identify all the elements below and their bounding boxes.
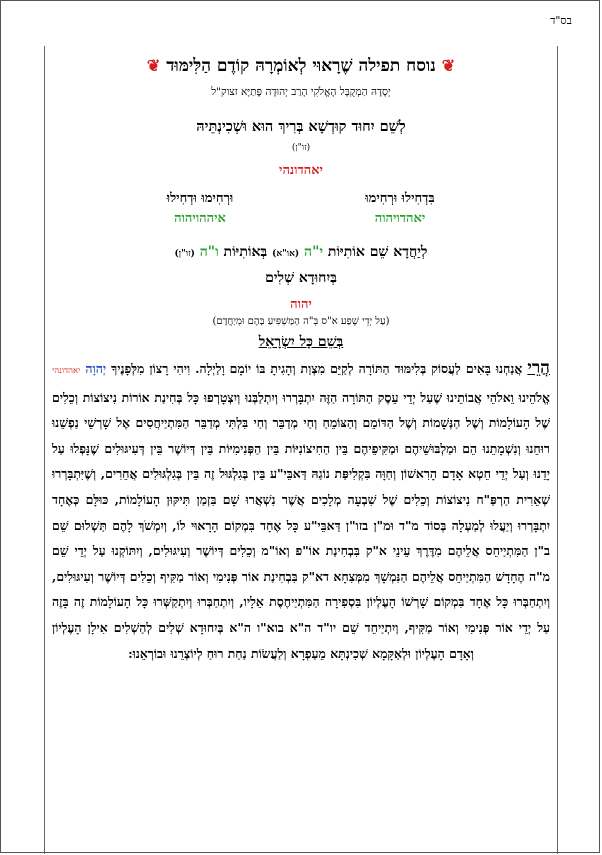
yihud-paren1: (או"א) xyxy=(272,249,300,259)
name-line: לְשֵׁם יִחוּד קוּדְשָׁא בְּרִיךְ הוּא וּשְׁכִינְתֵּיהּ xyxy=(196,118,406,135)
yihud-paren2: (זו"ן) xyxy=(174,249,195,259)
shefa-note: (עַל יְדֵי שֶׁפַע א"ס בְּ"ה הַמַּשְׁפִּיעַ בָּהֶם וּמְיַחֲדָם) xyxy=(212,316,390,327)
column-right-line1: בִּדְחִילוּ וּרְחִימוּ xyxy=(365,191,435,206)
column-right xyxy=(330,190,470,226)
column-left-line2: איההויהוה xyxy=(174,211,226,226)
inline-name-red: יאהדונהי xyxy=(52,366,81,376)
yihud-mid: בְּאוֹתִיּוֹת xyxy=(223,244,268,260)
yihud-letters2: ו"ה xyxy=(199,244,219,260)
bsd-header: בס"ד xyxy=(550,14,572,27)
title-text: נוסח תפילה שֶׁרָאוּי לְאוֹמְרָהּ קוֹדֶם הַלִּימּוּד xyxy=(166,56,436,76)
column-left-line1: וּרְחִימוּ וּדְחִילוּ xyxy=(166,191,234,206)
zon-note: (זו"ן) xyxy=(291,143,311,153)
yhvh-red: יהוה xyxy=(290,297,312,312)
divine-name-red: יאהדונהי xyxy=(279,163,323,178)
yihud-line xyxy=(44,244,558,261)
harei-word: הֲרֵי xyxy=(527,358,550,378)
yihud-prefix: לְיַחֲדָא שֵׁם אוֹתִיּוֹת xyxy=(327,244,428,260)
body-part-1: אֲנַחְנוּ בָּאִים לַעֲסוֹק בְּלִימּוּד הַתּוֹרָה לְקַיֵּם מִצְוַת וְהָגִיתָ בּוֹ יוֹמָם וָלַיְלָה. וִיהִי רָצוֹן מִלְּפָנֶיךָ xyxy=(111,361,523,376)
ornament-icon: ❦ xyxy=(146,56,161,75)
inline-name: יְהוָה xyxy=(85,361,107,376)
column-right-line2: יאהדויהוה xyxy=(374,211,426,226)
subtitle: יְסָדָהּ הַמְקֻבָּל הָאֱלֹקִי הָרַב יְהוּדָה פֶּתַיָּא זצוק"ל xyxy=(211,86,391,98)
column-left xyxy=(130,190,270,226)
body-part-2: אֱלֹהֵינוּ וֵאלֹהֵי אֲבוֹתֵינוּ שֶׁעַל יְדֵי עֵסֶק הַתּוֹרָה הַזֶּה יִתְבָּרְרוּ וְיִתְלַבְּנוּ וְיִצְטָרְפוּ כָּל בְּחִינַת אוֹרוֹת נִיצוֹצוֹת וְכֵלִים שֶׁל הָעוֹלָמוֹת וְשֶׁל הַנְּשָׁמוֹת וְשֶׁל הַדּוֹמֵם וְהַצּוֹמֵחַ וְחַי מְדַבֵּר וְחַי בִּלְתִּי מְדַבֵּר הַמִּתְיַיחֲסִים אֶל שָׁרְשֵׁי נַפְשֵׁנוּ רוּחֵנוּ וְנִשְׁמָתֵנוּ הֵם וּמַלְבּוּשֵׁיהֶם וּמַקִּיפֵיהֶם בֵּין הַחִיצוֹנִיּוֹת בֵּין הַפְּנִימִיּוֹת בֵּין דְּיוֹשֶׁר בֵּין דְּעִיגּוּלִים שֶׁנָּפְלוּ עַל יָדֵנוּ וְעַל יְדֵי חֵטְא אָדָם הָרִאשׁוֹן וְחַוָּה בִּקְלִיפַּת נוֹגַהּ דַּאבֵּי"ע בֵּין בְּגִלְגּוּל זֶה בֵּין בְּגִלְגּוּלִים אֲחֵרִים, וְשֶׁיִּתְבָּרְרוּ שְׁאֵרִית הַרְפַּ"ח נִיצוֹצוֹת וְכֵלִים שֶׁל שִׁבְעָה מְלָכִים אֲשֶׁר נִשְׁאֲרוּ שָׁם בִּזְמַן תִּיקּוּן הָעוֹלָמוֹת, כּוּלָּם כְּאֶחָד יִתְבָּרְרוּ וְיַעֲלוּ לְמַעְלָה בְּסוֹד מ"ד וּמ"ן בזו"ן דַּאבֵּי"ע כָּל אֶחָד בִּמְקוֹם הָרָאוּי לוֹ, וְיִמְשֹׁךְ לָהֶם תַּשְׁלוּם שֵׁם ב"ן הַמִּתְיַיחֵס אֲלֵיהֶם מִדֶּרֶךְ עֵינֵי א"ק בִּבְחִינַת אוֹ"פ וְאוֹ"מ וְכֵלִים דְּיוֹשֶׁר וְעִיגּוּלִים, וְיִתּוֹקְנוּ עַל יְדֵי שֵׁם מ"ה הֶחָדָשׁ הַמִּתְיַיחֵס אֲלֵיהֶם הַנִּמְשָׁךְ מִמְּצִחָא דא"ק בִּבְחִינַת אוֹר פְּנִימִי וְאוֹר מַקִּיף וְכֵלִים דְּיוֹשֶׁר וְעִיגּוּלִים, וְיִתְחַבְּרוּ כָּל אֶחָד בִּמְקוֹם שָׁרְשׁוֹ הָעֶלְיוֹן בִּסְפִירָה הַמִּתְיַיחֶסֶת אֵלָיו, וְיִתְחַבְּרוּ וְיִתְקַשְּׁרוּ כָּל הָעוֹלָמוֹת זֶה בָּזֶה עַל יְדֵי אוֹר פְּנִימִי וְאוֹר מַקִּיף, וְיִתְיַיחֵד שֵׁם יו"ד ה"א בוא"ו ה"א בְּיִחוּדָא שְׁלִים לְהַשְׁלִים אִילָן הָעֶלְיוֹן וְאָדָם הָעֶלְיוֹן וּלְאַקָּמָא שְׁכִינְתָּא מֵעַפְרָא וְלַעֲשׂוֹת נַחַת רוּחַ לְיוֹצְרֵנוּ וּבוֹרְאֵנוּ: xyxy=(52,389,550,661)
yihud-letters1: י"ה xyxy=(304,244,324,260)
all-israel-heading: בְּשֵׁם כָּל יִשְׂרָאֵל xyxy=(258,334,344,350)
prayer-body xyxy=(52,356,550,666)
ornament-icon: ❦ xyxy=(441,56,456,75)
yihud-shalem: בְּיִחוּדָא שְׁלִים xyxy=(265,270,337,286)
prayer-title xyxy=(44,56,558,76)
